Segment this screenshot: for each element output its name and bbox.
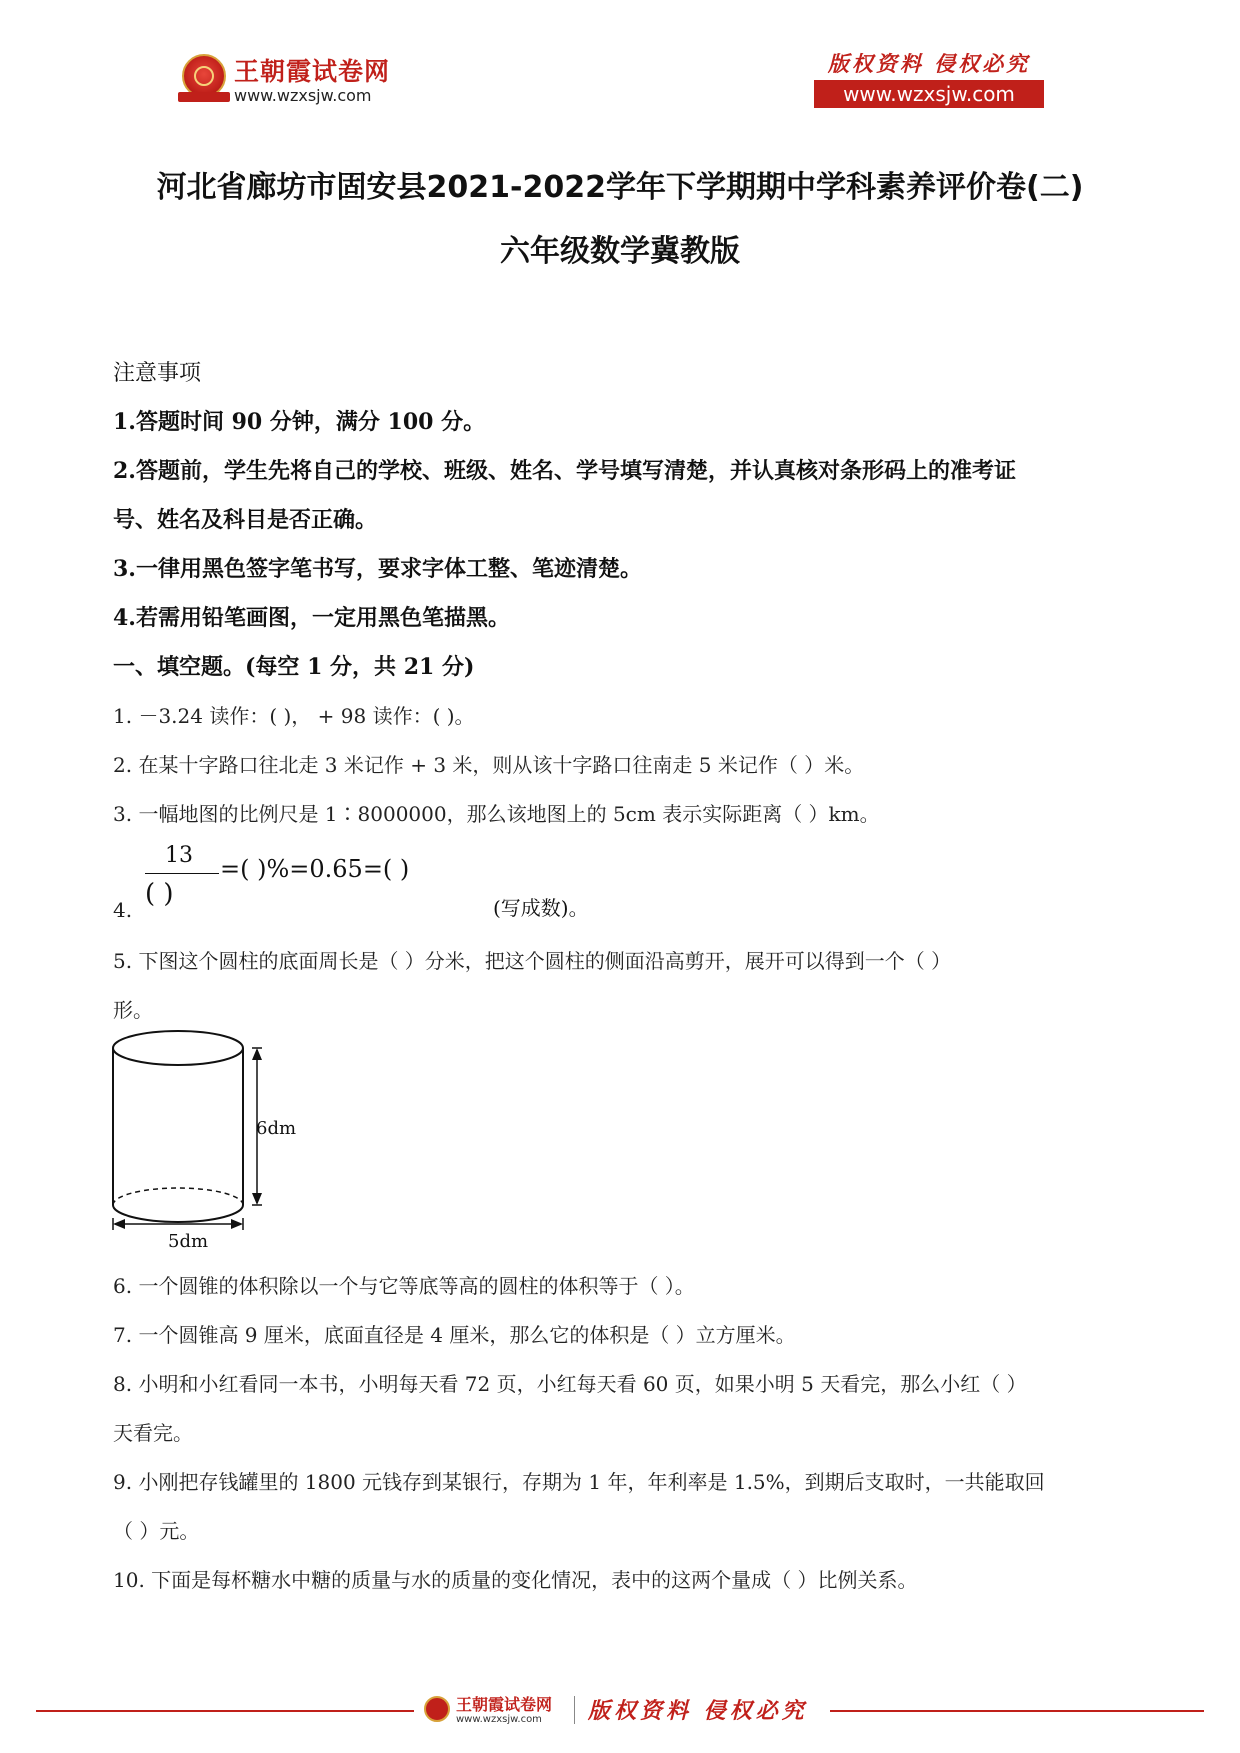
question-4-number: 4.	[113, 898, 133, 922]
notice-item-3: 3.一律用黑色签字笔书写，要求字体工整、笔迹清楚。	[113, 556, 642, 582]
brand-logo[interactable]	[182, 52, 442, 114]
footer-slogan: 版权资料 侵权必究	[588, 1698, 808, 1724]
cylinder-bottom-front	[113, 1205, 243, 1222]
exam-subtitle: 六年级数学冀教版	[500, 234, 740, 269]
brand-name: 王朝霞试卷网	[234, 57, 391, 86]
height-arrow-down	[252, 1193, 262, 1205]
exam-title: 河北省廊坊市固安县2021-2022学年下学期期中学科素养评价卷(二)	[156, 170, 1084, 205]
fraction-bar	[145, 873, 219, 874]
cylinder-top-ellipse	[113, 1031, 243, 1065]
notice-item-1: 1.答题时间 90 分钟，满分 100 分。	[113, 409, 486, 435]
question-5: 5. 下图这个圆柱的底面周长是（ ）分米，把这个圆柱的侧面沿高剪开，展开可以得到一个（ ）	[113, 949, 952, 973]
height-arrow-up	[252, 1048, 262, 1060]
question-4-hint: (写成数)。	[493, 896, 589, 920]
brand-url: www.wzxsjw.com	[234, 86, 372, 105]
notice-item-2-cont: 号、姓名及科目是否正确。	[113, 507, 378, 533]
notice-item-2: 2.答题前，学生先将自己的学校、班级、姓名、学号填写清楚，并认真核对条形码上的准考证	[113, 458, 1016, 484]
footer-logo[interactable]	[424, 1690, 574, 1730]
diameter-label: 5dm	[168, 1231, 209, 1248]
copyright-block	[814, 48, 1044, 110]
question-2: 2. 在某十字路口往北走 3 米记作 + 3 米，则从该十字路口往南走 5 米记作（ ）米。	[113, 753, 865, 777]
fraction-numerator: 13	[165, 843, 193, 868]
question-10: 10. 下面是每杯糖水中糖的质量与水的质量的变化情况，表中的这两个量成（ ）比例关系。	[113, 1568, 918, 1592]
question-1: 1. －3.24 读作：( )， + 98 读作：( )。	[113, 704, 475, 728]
page-footer	[0, 1690, 1240, 1730]
brand-ribbon-icon	[178, 92, 230, 102]
height-label: 6dm	[256, 1118, 297, 1139]
footer-rule-right	[830, 1710, 1204, 1712]
question-3: 3. 一幅地图的比例尺是 1∶8000000，那么该地图上的 5cm 表示实际距离（ ）km。	[113, 802, 880, 826]
question-9: 9. 小刚把存钱罐里的 1800 元钱存到某银行，存期为 1 年，年利率是 1.5%，到期后支取时，一共能取回	[113, 1470, 1045, 1494]
page-header	[0, 0, 1240, 130]
fraction-denominator: ( )	[145, 879, 174, 909]
copyright-slogan: 版权资料 侵权必究	[827, 51, 1031, 76]
footer-brand-name: 王朝霞试卷网	[456, 1695, 553, 1714]
section-heading: 一、填空题。(每空 1 分，共 21 分)	[113, 654, 475, 680]
cylinder-bottom-back	[113, 1188, 243, 1205]
question-4-equation: =( )%=0.65=( )	[220, 855, 410, 883]
footer-rule-left	[36, 1710, 414, 1712]
footer-brand-url: www.wzxsjw.com	[456, 1714, 542, 1725]
footer-separator	[574, 1696, 575, 1724]
question-6: 6. 一个圆锥的体积除以一个与它等底等高的圆柱的体积等于（ ）。	[113, 1274, 695, 1298]
question-7: 7. 一个圆锥高 9 厘米，底面直径是 4 厘米，那么它的体积是（ ）立方厘米。	[113, 1323, 796, 1347]
copyright-url-link[interactable]: www.wzxsjw.com	[814, 80, 1044, 108]
notice-heading: 注意事项	[113, 361, 202, 386]
question-5-cont: 形。	[113, 998, 153, 1022]
question-4-fraction	[145, 843, 225, 923]
question-9-cont: （ ）元。	[113, 1519, 200, 1543]
footer-badge-icon	[424, 1696, 450, 1722]
question-8: 8. 小明和小红看同一本书，小明每天看 72 页，小红每天看 60 页，如果小明 5 天看完，那么小红（ ）	[113, 1372, 1027, 1396]
cylinder-diagram	[110, 1028, 300, 1248]
diameter-arrow-right	[231, 1219, 243, 1229]
diameter-arrow-left	[113, 1219, 125, 1229]
question-8-cont: 天看完。	[113, 1421, 193, 1445]
notice-item-4: 4.若需用铅笔画图，一定用黑色笔描黑。	[113, 605, 510, 631]
